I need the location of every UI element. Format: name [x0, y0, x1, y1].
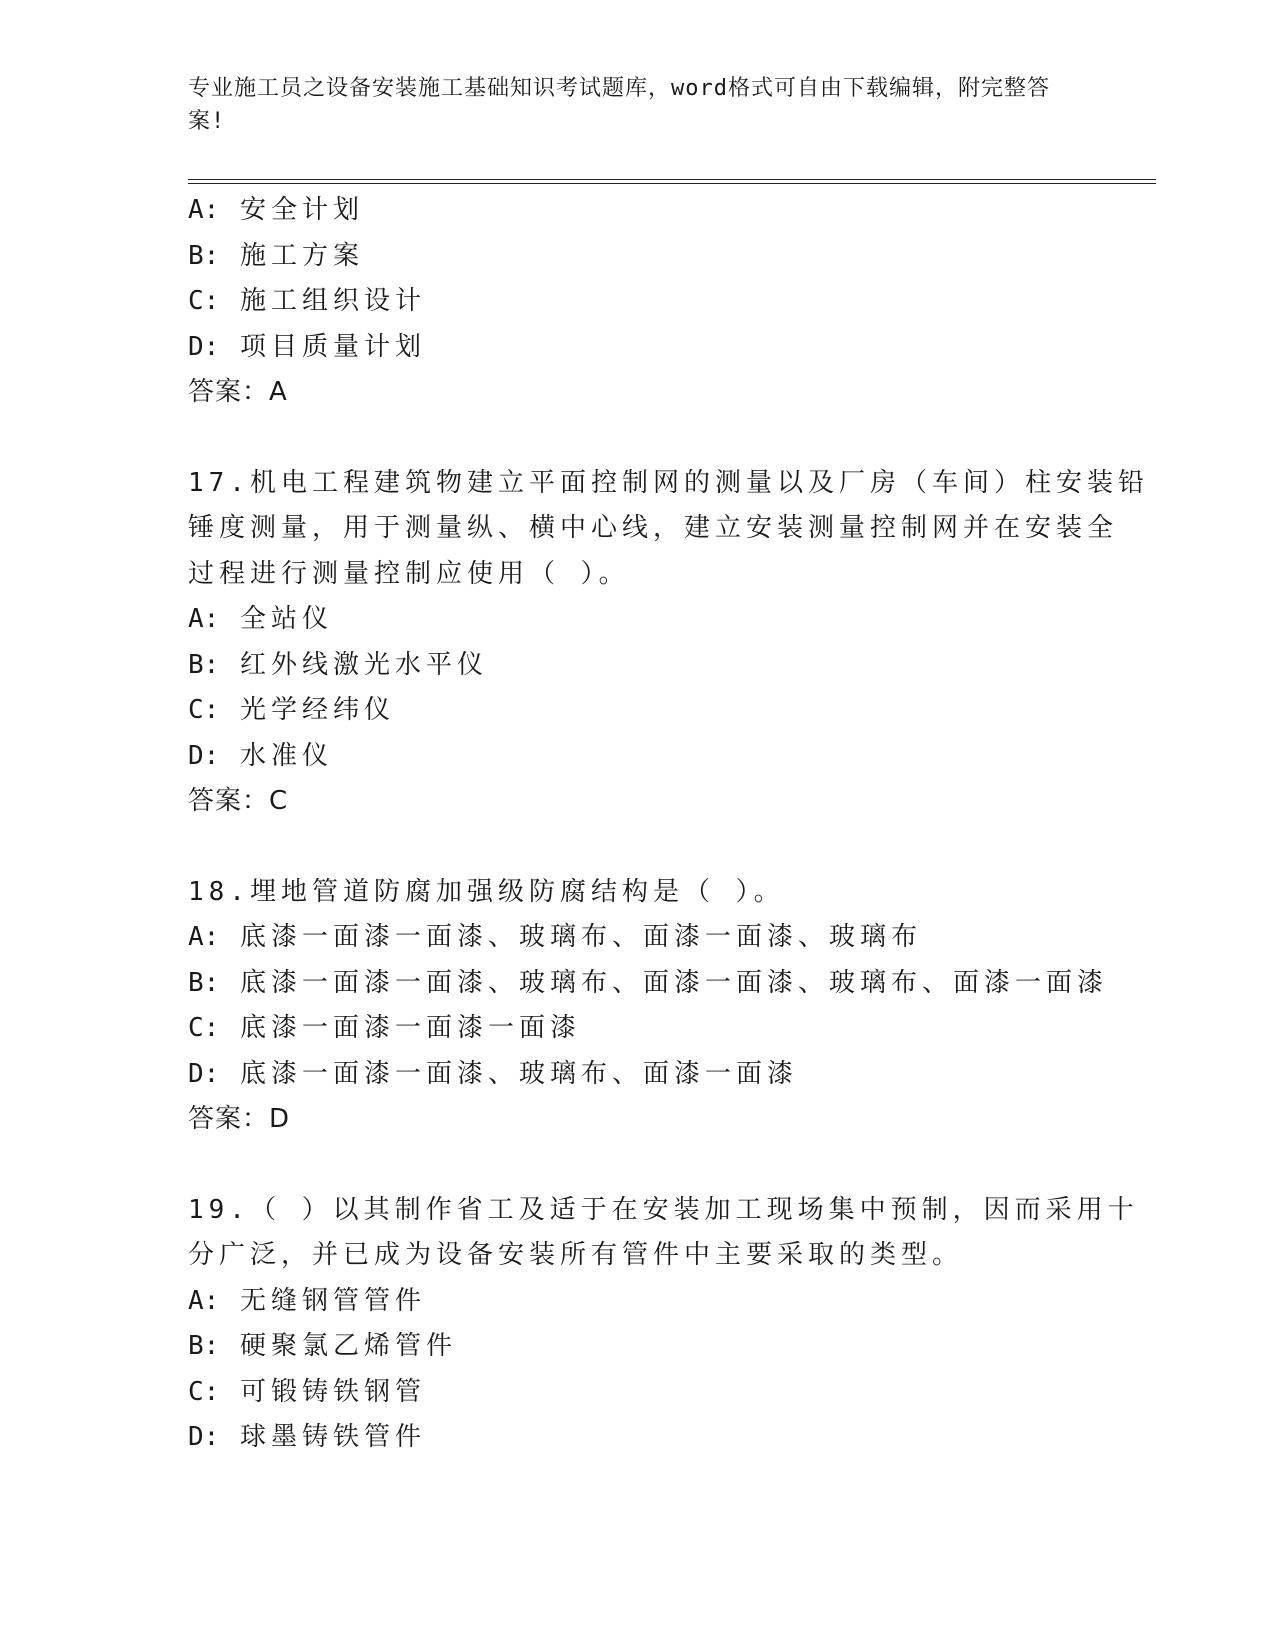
option-text: 底漆一面漆一面漆、玻璃布、面漆一面漆: [239, 1058, 798, 1089]
option-b: [188, 961, 1108, 1007]
option-text: 无缝钢管管件: [239, 1285, 426, 1316]
option-c: [188, 1006, 1088, 1052]
spacer: [188, 416, 1088, 461]
option-text: 底漆一面漆一面漆、玻璃布、面漆一面漆、玻璃布: [239, 922, 922, 952]
header-text: 专业施工员之设备安装施工基础知识考试题库，word格式可自由下载编辑，附完整答案!: [188, 76, 1050, 134]
option-letter: C:: [188, 1376, 220, 1407]
header-divider: [188, 179, 1156, 185]
option-letter: C:: [188, 1013, 220, 1043]
option-letter: B:: [188, 1331, 220, 1361]
option-text: 球墨铸铁管件: [239, 1422, 426, 1452]
option-text: 底漆一面漆一面漆、玻璃布、面漆一面漆、玻璃布、面漆一面漆: [239, 967, 1108, 998]
option-text: 硬聚氯乙烯管件: [239, 1331, 457, 1361]
option-a: [188, 915, 1088, 961]
question-stem-line: 19.（ ）以其制作省工及适于在安装加工现场集中预制，因而采用十: [188, 1194, 1139, 1225]
question-stem-line: 18.埋地管道防腐加强级防腐结构是（ ）。: [188, 876, 785, 907]
question-stem-line: 17.机电工程建筑物建立平面控制网的测量以及厂房（车间）柱安装铅: [188, 467, 1149, 498]
option-letter: B:: [188, 967, 220, 998]
option-letter: D:: [188, 1422, 220, 1452]
option-text: 光学经纬仪: [239, 695, 395, 725]
option-letter: A:: [188, 922, 220, 952]
question-stem-line: 过程进行测量控制应使用（ ）。: [188, 558, 630, 589]
option-text: 施工组织设计: [239, 286, 426, 316]
option-b: [188, 1324, 1088, 1370]
option-b: [188, 234, 1088, 280]
option-text: 项目质量计划: [239, 331, 426, 362]
spacer: [188, 1143, 1088, 1188]
divider-line-top: [188, 179, 1156, 180]
answer-line: 答案：D: [188, 1104, 291, 1134]
option-c: [188, 279, 1088, 325]
answer-line: 答案：C: [188, 786, 289, 816]
option-a: [188, 188, 1088, 234]
question-18: [188, 870, 1108, 1143]
option-text: 施工方案: [239, 240, 364, 271]
option-text: 底漆一面漆一面漆一面漆: [239, 1013, 581, 1043]
option-a: [188, 1279, 1088, 1325]
question-17: [188, 461, 1149, 825]
option-d: [188, 325, 1088, 371]
option-letter: A:: [188, 1285, 220, 1316]
option-letter: B:: [188, 649, 220, 680]
option-d: [188, 1052, 1088, 1098]
spacer: [188, 825, 1088, 870]
question-19: [188, 1188, 1139, 1461]
option-d: [188, 734, 1088, 780]
option-c: [188, 688, 1088, 734]
option-letter: B:: [188, 240, 220, 271]
option-letter: A:: [188, 604, 220, 634]
option-letter: A:: [188, 195, 220, 225]
option-b: [188, 643, 1088, 689]
option-letter: D:: [188, 331, 220, 362]
option-text: 安全计划: [239, 195, 364, 225]
option-d: [188, 1415, 1088, 1461]
option-text: 全站仪: [239, 604, 333, 634]
option-letter: C:: [188, 286, 220, 316]
question-content: [188, 188, 1149, 1461]
option-text: 可锻铸铁钢管: [239, 1376, 426, 1407]
prev-question-block: [188, 188, 1088, 416]
answer-line: 答案：A: [188, 377, 288, 407]
question-stem-line: 分广泛，并已成为设备安装所有管件中主要采取的类型。: [188, 1240, 964, 1270]
option-text: 红外线激光水平仪: [239, 649, 488, 680]
option-text: 水准仪: [239, 740, 333, 771]
option-c: [188, 1370, 1088, 1416]
option-letter: D:: [188, 740, 220, 771]
page-header: [188, 72, 1068, 138]
question-stem-line: 锤度测量，用于测量纵、横中心线，建立安装测量控制网并在安装全: [188, 513, 1119, 543]
divider-line-bottom: [188, 183, 1156, 184]
option-letter: D:: [188, 1058, 220, 1089]
option-letter: C:: [188, 695, 220, 725]
option-a: [188, 597, 1088, 643]
